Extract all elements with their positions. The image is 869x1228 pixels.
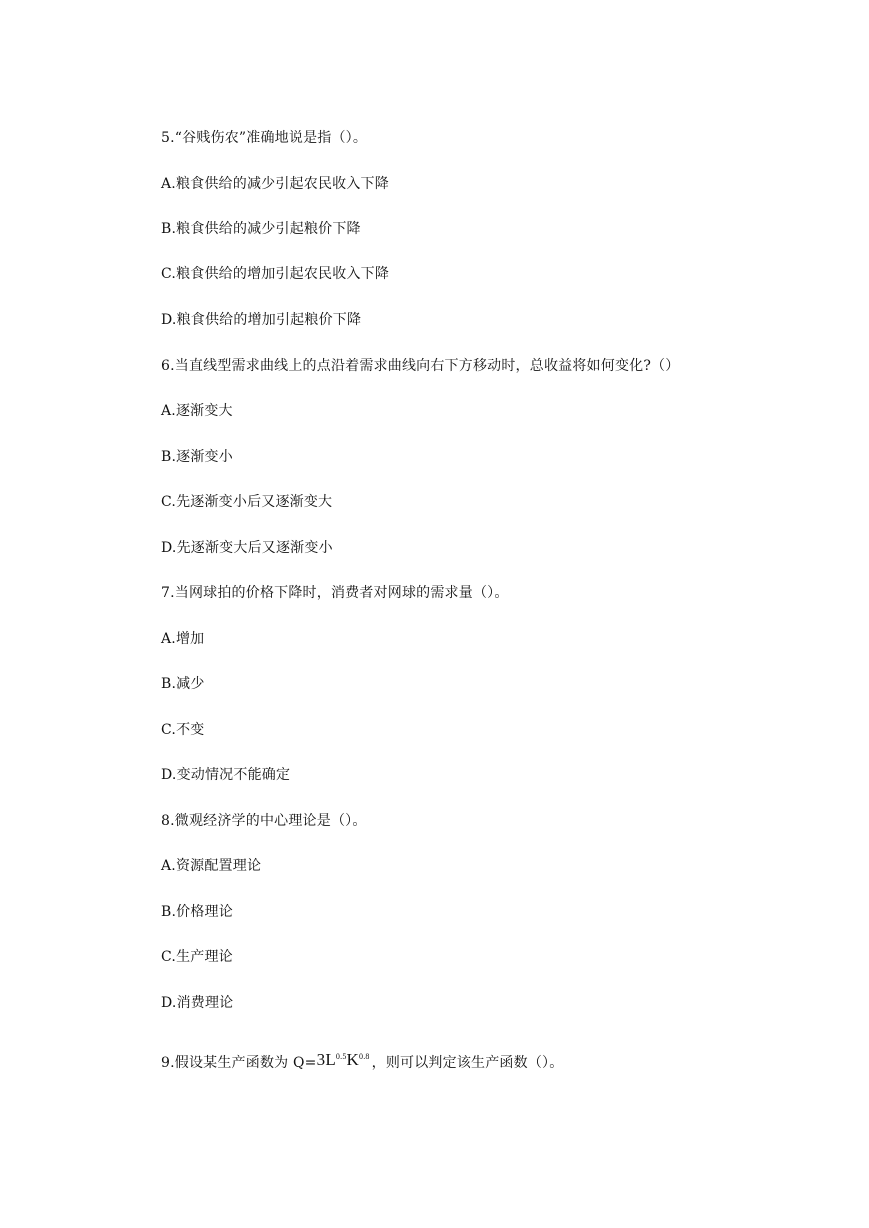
question-9-prefix: 9.假设某生产函数为 Q= [161,1055,317,1071]
formula-exponent-1: 0.5 [335,1052,347,1061]
question-6-option-d: D.先逐渐变大后又逐渐变小 [161,540,333,556]
formula-exponent-2: 0.8 [359,1052,370,1061]
question-6-option-b: B.逐渐变小 [161,449,233,465]
question-5-stem: 5.“谷贱伤农”准确地说是指（）。 [161,130,368,146]
production-function-formula [317,1051,370,1069]
question-7-option-b: B.减少 [161,676,205,692]
question-6-option-c: C.先逐渐变小后又逐渐变大 [161,494,333,510]
question-9-suffix: ，则可以判定该生产函数（）。 [371,1055,564,1071]
question-8-option-d: D.消费理论 [161,995,234,1011]
formula-base-1: 3L [316,1050,336,1069]
question-5-option-c: C.粮食供给的增加引起农民收入下降 [161,266,390,282]
question-5-option-d: D.粮食供给的增加引起粮价下降 [161,312,362,328]
question-5-option-b: B.粮食供给的减少引起粮价下降 [161,221,361,237]
question-9-stem [161,1050,564,1072]
question-6-stem: 6.当直线型需求曲线上的点沿着需求曲线向右下方移动时，总收益将如何变化?（） [161,358,680,374]
question-6-option-a: A.逐渐变大 [161,403,233,419]
question-7-stem: 7.当网球拍的价格下降时，消费者对网球的需求量（）。 [161,585,509,601]
question-7-option-c: C.不变 [161,722,205,738]
question-7-option-a: A.增加 [161,631,205,647]
question-7-option-d: D.变动情况不能确定 [161,767,291,783]
question-8-option-a: A.资源配置理论 [161,858,262,874]
question-8-stem: 8.微观经济学的中心理论是（）。 [161,813,367,829]
question-5-option-a: A.粮食供给的减少引起农民收入下降 [161,176,389,192]
formula-base-2: K [346,1050,360,1069]
question-8-option-b: B.价格理论 [161,904,233,920]
question-8-option-c: C.生产理论 [161,949,233,965]
